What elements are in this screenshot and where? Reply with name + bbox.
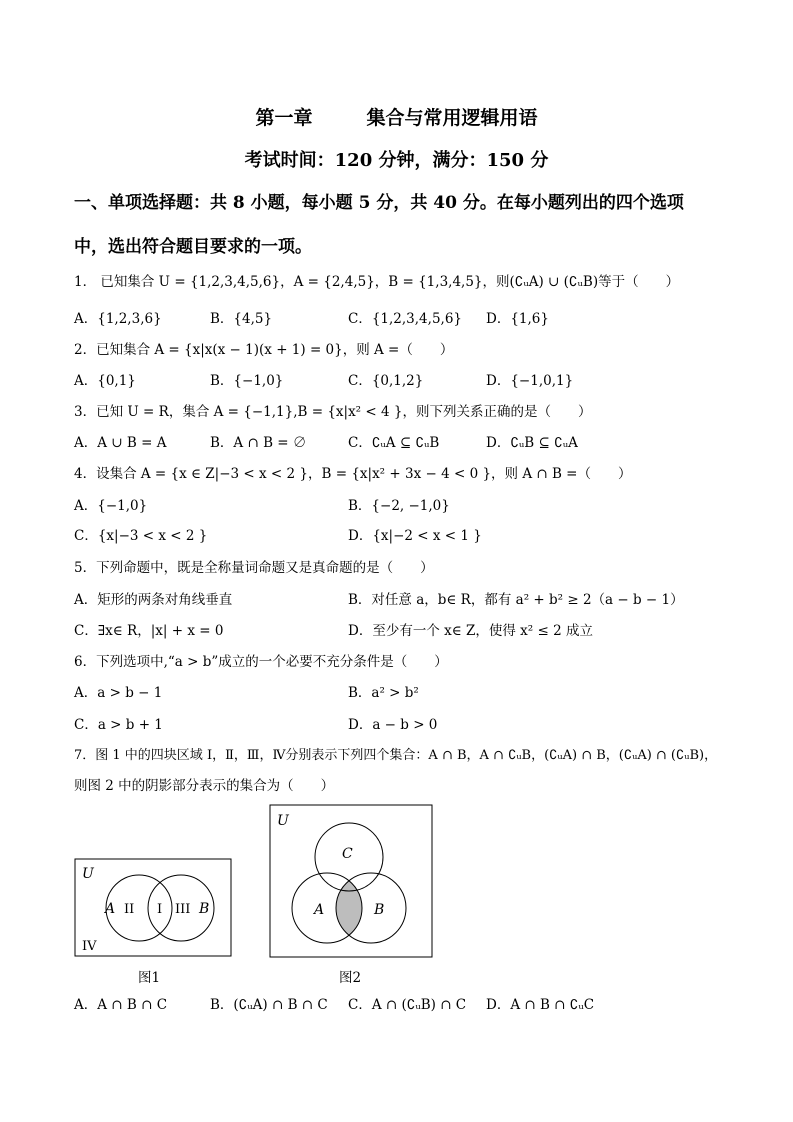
q2-option-d: D．{−1,0,1} (486, 373, 574, 389)
fig2-label-a: A (314, 902, 325, 918)
q7-option-d: D．A ∩ B ∩ ∁ᵤC (486, 997, 595, 1013)
fig1-label-a: A (105, 901, 116, 917)
fig1-label-u: U (82, 866, 94, 882)
q1-option-a: A．{1,2,3,6} (74, 311, 162, 327)
section-heading-line1: 一、单项选择题：共 8 小题，每小题 5 分，共 40 分。在每小题列出的四个选项 (74, 193, 684, 213)
q7-option-c: C．A ∩ (∁ᵤB) ∩ C (348, 997, 467, 1013)
q2-option-c: C．{0,1,2} (348, 373, 424, 389)
q7-option-a: A．A ∩ B ∩ C (74, 997, 168, 1013)
q1-option-b: B．{4,5} (210, 311, 273, 327)
q4-option-b: B．{−2, −1,0} (348, 498, 450, 514)
fig2-universe-box (270, 805, 432, 957)
q3-option-a: A．A ∪ B = A (74, 435, 167, 451)
question-4-stem: 4．设集合 A = {x ∈ Z|−3 < x < 2 }，B = {x|x² + 3x − 4 < 0 }，则 A ∩ B =（ ） (74, 466, 632, 482)
fig1-label-region2: II (124, 902, 135, 917)
q7-option-b: B．(∁ᵤA) ∩ B ∩ C (210, 997, 328, 1013)
chapter-heading (0, 103, 793, 130)
fig1-label-region4: IV (82, 939, 97, 954)
q3-option-c: C．∁ᵤA ⊆ ∁ᵤB (348, 435, 440, 451)
q4-option-a: A．{−1,0} (74, 498, 148, 514)
q3-option-d: D．∁ᵤB ⊆ ∁ᵤA (486, 435, 578, 451)
q1-option-d: D．{1,6} (486, 311, 549, 327)
q5-option-b: B．对任意 a，b∈ R，都有 a² + b² ≥ 2（a − b − 1） (348, 592, 684, 608)
fig1-label-region3: III (175, 902, 191, 917)
section-heading-line2: 中，选出符合题目要求的一项。 (74, 237, 312, 257)
question-2-stem: 2．已知集合 A = {x|x(x − 1)(x + 1) = 0}，则 A =（ ） (74, 342, 454, 358)
q6-option-b: B．a² > b² (348, 685, 419, 701)
fig2-label-u: U (277, 813, 289, 829)
fig2-label-b: B (374, 902, 385, 918)
figure-1-venn (74, 858, 234, 958)
q2-option-b: B．{−1,0} (210, 373, 284, 389)
figure-1-caption: 图1 (138, 970, 161, 986)
q5-option-c: C．∃x∈ R，|x| + x = 0 (74, 623, 224, 639)
question-3-stem: 3．已知 U = R，集合 A = {−1,1},B = {x|x² < 4 }，则下列关系正确的是（ ） (74, 404, 592, 420)
question-1-stem: 1． 已知集合 U = {1,2,3,4,5,6}，A = {2,4,5}，B = {1,3,4,5}，则(∁ᵤA) ∪ (∁ᵤB)等于（ ） (74, 274, 680, 290)
chapter-number: 第一章 (255, 107, 313, 129)
figure-2-venn (269, 804, 435, 960)
figure-2-caption: 图2 (339, 970, 362, 986)
fig1-label-b: B (199, 901, 210, 917)
q2-option-a: A．{0,1} (74, 373, 136, 389)
q6-option-d: D．a − b > 0 (348, 717, 438, 733)
question-7-stem: 7．图 1 中的四块区域 Ⅰ，Ⅱ，Ⅲ，Ⅳ分别表示下列四个集合：A ∩ B，A ∩ ∁ᵤB，(∁ᵤA) ∩ B，(∁ᵤA) ∩ (∁ᵤB)， (74, 748, 718, 763)
q5-option-d: D．至少有一个 x∈ Z，使得 x² ≤ 2 成立 (348, 623, 593, 639)
q6-option-c: C．a > b + 1 (74, 717, 163, 733)
q4-option-d: D．{x|−2 < x < 1 } (348, 528, 482, 544)
q1-option-c: C．{1,2,3,4,5,6} (348, 311, 462, 327)
q6-option-a: A．a > b − 1 (74, 685, 163, 701)
question-6-stem: 6．下列选项中,“a > b”成立的一个必要不充分条件是（ ） (74, 654, 448, 670)
fig1-label-region1: I (157, 902, 163, 917)
question-7-stem-cont: 则图 2 中的阴影部分表示的集合为（ ） (74, 778, 335, 794)
q4-option-c: C．{x|−3 < x < 2 } (74, 528, 208, 544)
fig2-label-c: C (342, 846, 353, 862)
exam-info: 考试时间：120 分钟，满分：150 分 (244, 150, 549, 171)
chapter-title: 集合与常用逻辑用语 (366, 107, 538, 129)
q5-option-a: A．矩形的两条对角线垂直 (74, 592, 233, 608)
q3-option-b: B．A ∩ B = ∅ (210, 435, 307, 451)
question-5-stem: 5．下列命题中，既是全称量词命题又是真命题的是（ ） (74, 560, 434, 576)
